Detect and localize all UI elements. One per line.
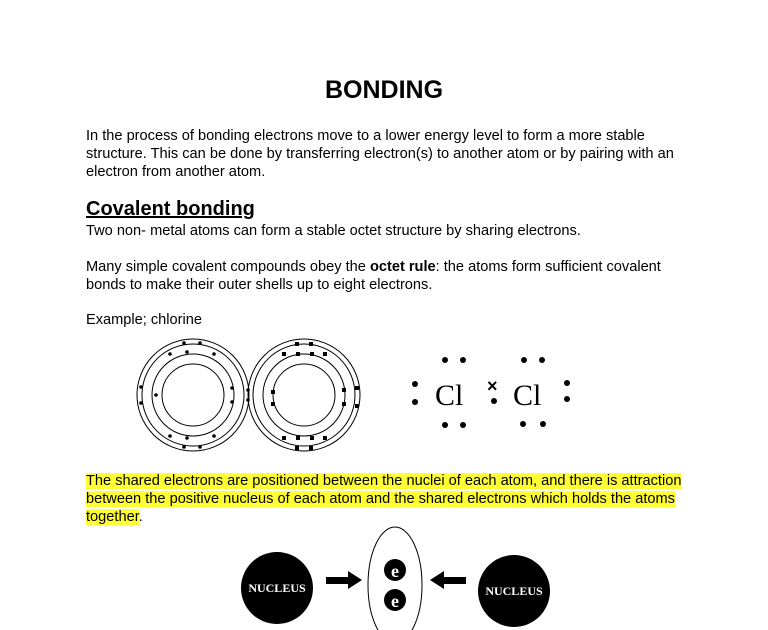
octet-text-pre: Many simple covalent compounds obey the [86,259,370,275]
arrow-right-icon [326,571,362,589]
lewis-shared-cross: × [487,376,498,396]
nucleus-right-label: NUCLEUS [485,584,543,598]
left-atom-electrons [139,341,250,449]
covalent-line: Two non- metal atoms can form a stable octet structure by sharing electrons. [86,223,581,239]
octet-text-post: : the atoms form sufficient covalent bonds to make their outer shells up to eight electrons. [86,259,661,293]
chlorine-atom-right [248,339,360,451]
highlighted-text: The shared electrons are positioned between the nuclei of each atom, and there is attraction between the positive nucleus of each atom and the shared electrons which holds the atoms together [86,473,682,525]
arrow-left-icon [430,571,466,589]
page-title: BONDING [324,76,444,104]
nucleus-diagram [241,527,550,630]
chlorine-atom-left [137,339,249,451]
nucleus-left-label: NUCLEUS [248,581,306,595]
highlighted-paragraph [86,472,686,526]
section-heading-covalent: Covalent bonding [86,198,255,220]
highlighted-text-end: . [138,509,143,525]
octet-rule-term: octet rule [369,259,436,275]
electron-label-2: e [391,591,399,611]
intro-paragraph: In the process of bonding electrons move to a lower energy level to form a more stable structure. This can be done by transferring electron(s) to another atom or by pairing with an electron from another atom. [86,128,674,180]
lewis-cl-right: Cl [513,379,542,412]
lewis-cl-left: Cl [435,379,464,412]
example-label: Example; chlorine [86,312,202,328]
electron-label-1: e [391,561,399,581]
